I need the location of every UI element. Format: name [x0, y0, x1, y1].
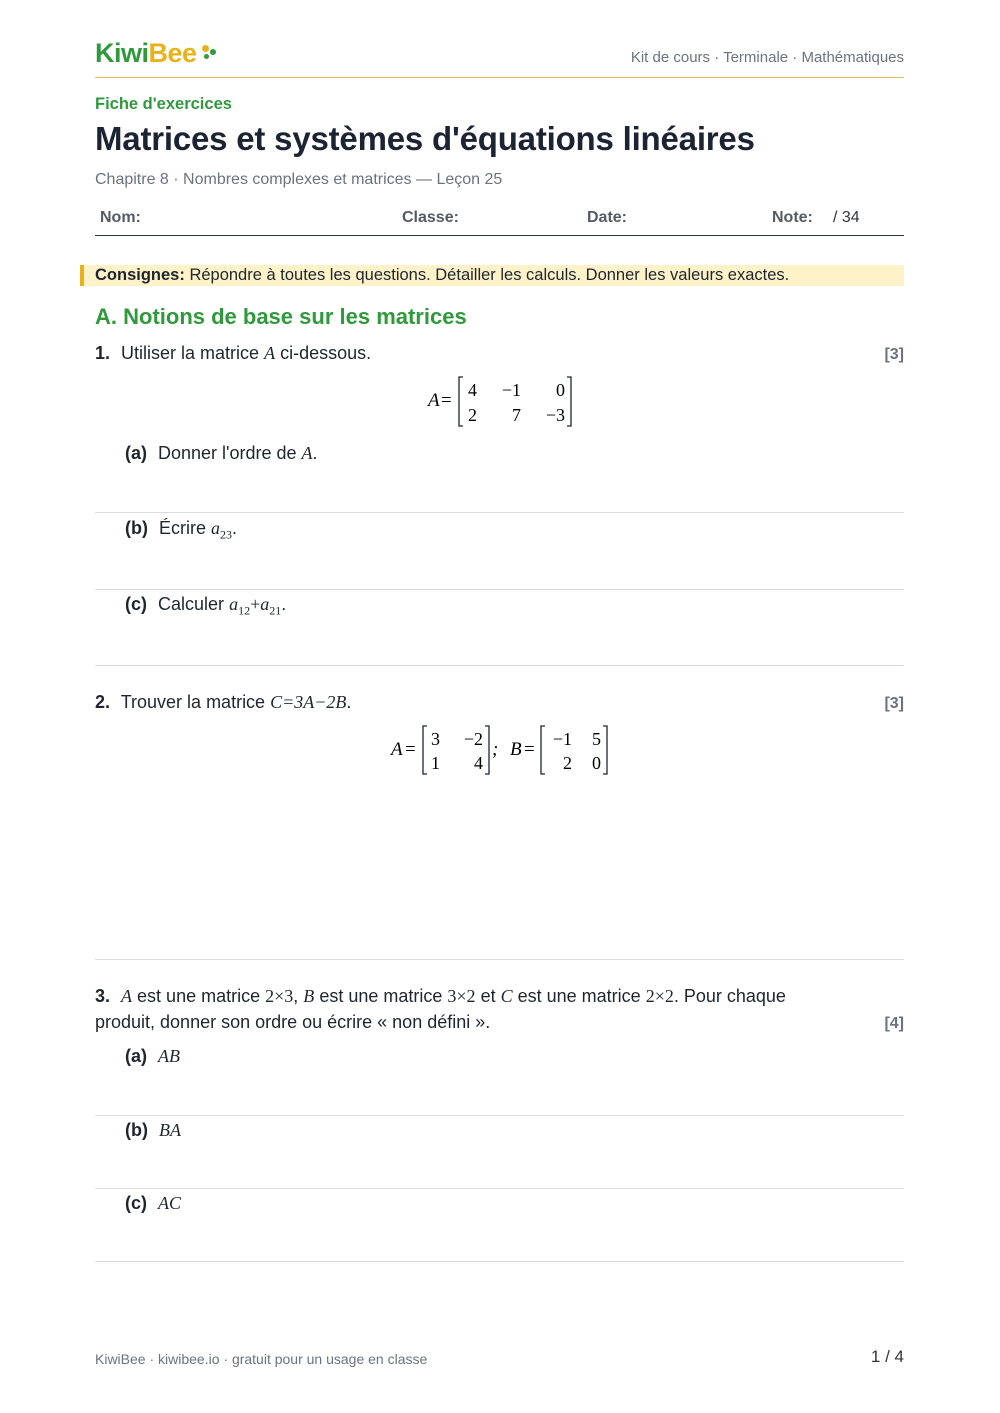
brand-logo [95, 38, 218, 69]
answer-line [95, 665, 904, 666]
separator: ; [492, 739, 499, 760]
left-bracket [459, 377, 463, 426]
instructions-text: Répondre à toutes les questions. Détailler les calculs. Donner les valeurs exactes. [189, 266, 790, 284]
right-bracket [567, 377, 571, 426]
brand-bee: Bee [148, 38, 197, 68]
math-expression: BA [159, 1120, 181, 1140]
answer-line [95, 1261, 904, 1262]
question-1 [95, 343, 371, 364]
instructions-accent [80, 265, 84, 286]
left-bracket [541, 726, 545, 774]
matrix-cell: 3 [431, 729, 440, 749]
question-text: est une matrice [137, 986, 261, 1006]
dimension: 2×3 [265, 986, 294, 1006]
question-1c [125, 594, 286, 619]
question-2-marks: [3] [884, 695, 904, 712]
subscript: 23 [220, 527, 233, 542]
class-label: Classe: [402, 209, 459, 226]
question-text: et [480, 986, 496, 1006]
question-1a [125, 443, 318, 464]
answer-line [95, 1188, 904, 1189]
question-3: 3. A est une matrice 2×3, B est une matrice 3×2 et C est une matrice 2×2. Pour chaque [95, 986, 786, 1006]
bee-dots-icon [200, 44, 218, 64]
math-expression: AB [158, 1046, 181, 1066]
punctuation: . [312, 443, 318, 463]
answer-line [95, 589, 904, 590]
math-var: B [303, 986, 315, 1006]
matrix-cell: −1 [552, 729, 572, 749]
name-label: Nom: [100, 209, 141, 226]
right-bracket [485, 726, 489, 774]
question-1b [125, 518, 237, 543]
equals-sign: = [524, 739, 535, 760]
question-number: 2. [95, 692, 111, 712]
instructions-banner [80, 265, 904, 286]
matrix-name: B [510, 739, 522, 760]
question-3a [125, 1046, 180, 1067]
equals-sign: = [441, 390, 452, 411]
math-var: a [260, 594, 270, 614]
grade-total: / 34 [833, 209, 860, 226]
part-label: (b) [125, 518, 148, 538]
question-number: 1. [95, 343, 111, 363]
page-subtitle: Chapitre 8 · Nombres complexes et matrices — Leçon 25 [95, 171, 503, 188]
question-text: ci-dessous. [280, 343, 372, 363]
question-number: 3. [95, 986, 111, 1006]
question-3c [125, 1193, 181, 1214]
matrix-cell: 4 [468, 380, 477, 400]
math-var: a [229, 594, 239, 614]
footer-text: KiwiBee · kiwibee.io · gratuit pour un usage en classe [95, 1351, 428, 1367]
question-2 [95, 692, 351, 713]
part-text: Donner l'ordre de [158, 443, 297, 463]
part-label: (c) [125, 1193, 147, 1213]
part-label: (a) [125, 443, 147, 463]
subscript: 21 [269, 603, 282, 618]
question-1-marks: [3] [884, 346, 904, 363]
question-3-marks: [4] [884, 1015, 904, 1032]
matrix-cell: 5 [592, 729, 601, 749]
part-label: (b) [125, 1120, 148, 1140]
question-text: . Pour chaque [673, 986, 786, 1006]
part-text: Écrire [159, 518, 207, 538]
answer-line [95, 1115, 904, 1116]
subscript: 12 [238, 603, 251, 618]
math-var: C [500, 986, 513, 1006]
question-3-line2: produit, donner son ordre ou écrire « non défini ». [95, 1012, 491, 1032]
punctuation: . [281, 594, 287, 614]
punctuation: . [346, 692, 352, 712]
dimension: 3×2 [447, 986, 476, 1006]
header-divider [95, 77, 904, 78]
answer-line [95, 959, 904, 960]
question-3b [125, 1120, 181, 1141]
question-text: Utiliser la matrice [121, 343, 260, 363]
punctuation: . [232, 518, 238, 538]
math-var: a [211, 518, 221, 538]
matrix-cell: 1 [431, 753, 440, 773]
math-expression: C=3A−2B [270, 692, 347, 712]
matrix-name: A [428, 390, 440, 411]
math-var: A [264, 343, 276, 363]
answer-line [95, 512, 904, 513]
matrices-ab-display [388, 722, 613, 784]
page-number: 1 / 4 [870, 1347, 904, 1366]
matrix-cell: 2 [563, 753, 572, 773]
matrix-cell: −1 [501, 380, 521, 400]
matrix-cell: 2 [468, 405, 477, 425]
grade-label: Note: [772, 209, 813, 226]
sheet-kicker: Fiche d'exercices [95, 95, 232, 113]
equals-sign: = [405, 739, 416, 760]
matrices-ab-svg [388, 722, 613, 778]
plus-operator: + [250, 594, 261, 614]
matrix-cell: 0 [592, 753, 601, 773]
dimension: 2×2 [645, 986, 674, 1006]
instructions-label: Consignes: [95, 266, 185, 284]
right-bracket [603, 726, 607, 774]
matrix-name: A [391, 739, 403, 760]
matrix-cell: 0 [556, 380, 565, 400]
brand-kiwi: Kiwi [95, 38, 149, 68]
question-text: est une matrice [319, 986, 443, 1006]
part-text: Calculer [158, 594, 225, 614]
question-text: est une matrice [517, 986, 641, 1006]
matrix-cell: 7 [512, 405, 521, 425]
left-bracket [423, 726, 427, 774]
matrix-cell: −3 [545, 405, 565, 425]
math-var: A [301, 443, 313, 463]
matrix-a-display [425, 374, 577, 436]
math-var: A [121, 986, 133, 1006]
date-label: Date: [587, 209, 628, 226]
course-breadcrumb: Kit de cours · Terminale · Mathématiques [630, 49, 904, 66]
page-title: Matrices et systèmes d'équations linéaires [95, 120, 755, 157]
question-text: Trouver la matrice [120, 692, 266, 712]
section-heading: A. Notions de base sur les matrices [95, 304, 467, 329]
math-expression: AC [158, 1193, 182, 1213]
part-label: (a) [125, 1046, 147, 1066]
matrix-a-svg [425, 374, 577, 430]
matrix-cell: 4 [474, 753, 483, 773]
matrix-cell: −2 [463, 729, 483, 749]
part-label: (c) [125, 594, 147, 614]
student-info-row [95, 209, 904, 236]
